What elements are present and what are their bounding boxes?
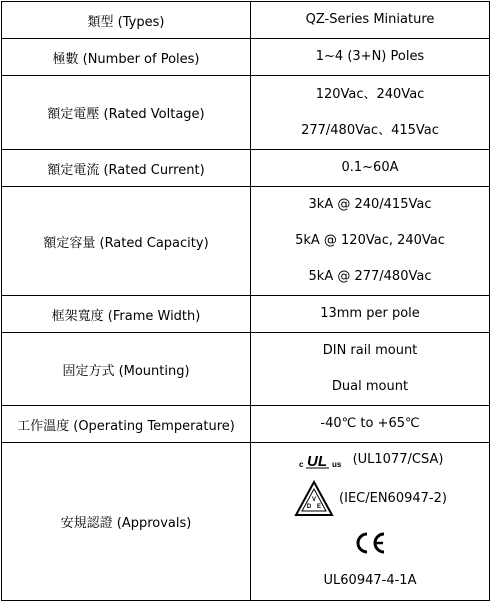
svg-text:E: E — [317, 503, 322, 510]
ul-listed-logo — [297, 449, 349, 471]
table-row — [2, 296, 490, 333]
approval-vde — [251, 475, 489, 523]
value-line: 5kA @ 277/480Vac — [308, 269, 432, 284]
row-value — [251, 406, 490, 443]
approval-ce — [251, 523, 489, 563]
ce-mark-logo — [352, 531, 388, 555]
row-value — [251, 150, 490, 187]
table-row — [2, 76, 490, 150]
value-line: -40℃ to +65℃ — [320, 416, 420, 431]
svg-text:us: us — [331, 459, 341, 469]
approval-text: (UL1077/CSA) — [352, 452, 444, 467]
row-value — [251, 296, 490, 333]
row-label: 固定方式 (Mounting) — [2, 333, 251, 406]
value-line: 120Vac、240Vac — [315, 86, 425, 102]
table-row — [2, 443, 490, 601]
value-line: 13mm per pole — [320, 306, 420, 321]
specification-table — [1, 1, 490, 601]
svg-text:V: V — [312, 496, 317, 503]
value-line: 0.1~60A — [341, 160, 399, 175]
value-line: QZ-Series Miniature — [305, 12, 435, 27]
row-label: 額定電壓 (Rated Voltage) — [2, 76, 251, 150]
vde-logo — [293, 479, 335, 519]
value-line: 277/480Vac、415Vac — [301, 122, 439, 138]
row-label: 框架寬度 (Frame Width) — [2, 296, 251, 333]
row-value — [251, 39, 490, 76]
row-label: 額定電流 (Rated Current) — [2, 150, 251, 187]
value-line: DIN rail mount — [322, 343, 418, 358]
table-row — [2, 187, 490, 296]
approval-text: (IEC/EN60947-2) — [339, 491, 447, 506]
approval-ul60947 — [251, 563, 489, 599]
row-value — [251, 76, 490, 150]
row-value — [251, 443, 490, 601]
value-line: Dual mount — [331, 379, 409, 394]
value-line: 5kA @ 120Vac, 240Vac — [295, 233, 445, 248]
row-label: 極數 (Number of Poles) — [2, 39, 251, 76]
row-label: 類型 (Types) — [2, 2, 251, 39]
value-line: 3kA @ 240/415Vac — [308, 197, 432, 212]
value-line: 1~4 (3+N) Poles — [315, 49, 425, 64]
row-label: 額定容量 (Rated Capacity) — [2, 187, 251, 296]
approval-text: UL60947-4-1A — [323, 573, 417, 588]
svg-text:UL: UL — [306, 452, 327, 470]
row-label: 工作溫度 (Operating Temperature) — [2, 406, 251, 443]
svg-text:c: c — [298, 459, 304, 469]
row-value — [251, 333, 490, 406]
table-row — [2, 39, 490, 76]
svg-text:D: D — [306, 503, 312, 510]
row-label: 安規認證 (Approvals) — [2, 443, 251, 601]
table-row — [2, 2, 490, 39]
table-row — [2, 150, 490, 187]
row-value — [251, 187, 490, 296]
table-row — [2, 333, 490, 406]
row-value — [251, 2, 490, 39]
table-row — [2, 406, 490, 443]
approval-ul — [251, 445, 489, 475]
